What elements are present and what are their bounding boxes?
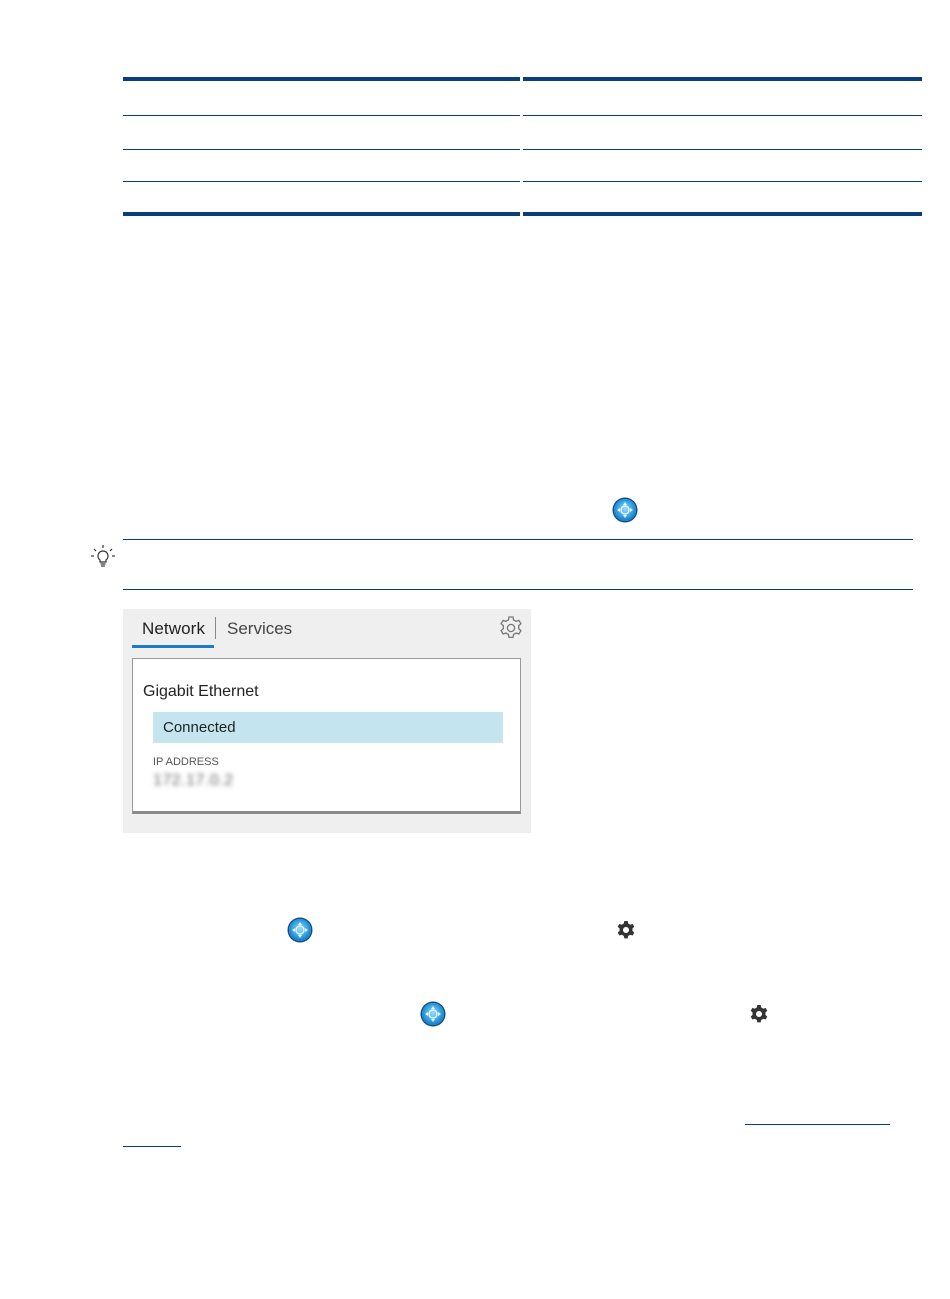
tip-bottom-rule: [123, 589, 913, 590]
settings-gear-icon[interactable]: [498, 615, 524, 641]
tab-services[interactable]: Services: [227, 619, 293, 638]
network-panel: [123, 609, 531, 833]
ip-address-value: 172.17.0.2: [153, 772, 234, 789]
hyperlink-underline[interactable]: [745, 1124, 890, 1125]
home-navigation-icon: [614, 499, 636, 521]
table-column-gap: [520, 76, 523, 218]
home-navigation-icon: [422, 1003, 444, 1025]
gear-icon: [748, 1003, 770, 1025]
ip-address-label: IP ADDRESS: [153, 756, 219, 768]
tab-network[interactable]: Network: [142, 619, 206, 638]
ethernet-card[interactable]: [132, 658, 521, 814]
gear-icon: [615, 919, 637, 941]
status-text: Connected: [163, 719, 236, 736]
tip-top-rule: [123, 539, 913, 540]
lightbulb-tip-icon: [90, 544, 116, 570]
tab-selected-indicator: [132, 645, 214, 648]
status-badge: [153, 712, 503, 743]
card-title: Gigabit Ethernet: [143, 683, 259, 700]
home-navigation-icon: [289, 919, 311, 941]
tab-divider: [215, 617, 216, 639]
hyperlink-underline[interactable]: [123, 1146, 181, 1147]
